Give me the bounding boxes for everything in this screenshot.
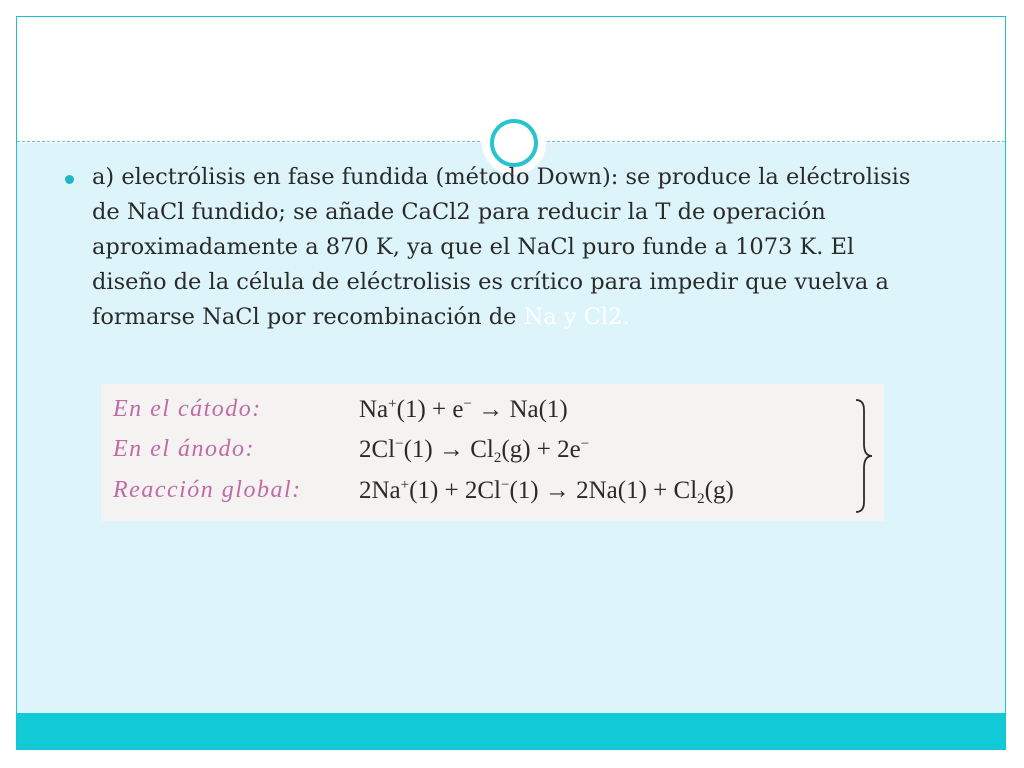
bottom-accent-bar: [17, 713, 1005, 749]
formula-part: (g): [704, 477, 734, 504]
formula-part: 2Cl: [359, 436, 396, 463]
slide-frame: [16, 16, 1006, 750]
bullet-text-main: a) electrólisis en fase fundida (método Down): se produce la eléctrolisis de NaCl fundido; se añade CaCl2 para reducir la T de operación aproximadamente a 870 K, ya que el NaCl puro funde a 1073 K. El diseño de la célula de eléctrolisis es crítico para impedir que vuelva a formarse NaCl por recombinación de: [92, 164, 911, 330]
bullet-dot-icon: [65, 175, 74, 184]
formula-part: (g) + 2e: [501, 436, 581, 463]
formula-part: (1) + e: [396, 396, 464, 423]
formula-superscript: +: [400, 477, 410, 493]
formula-part: (1) + 2Cl: [409, 477, 501, 504]
equation-row-cathode: [101, 396, 884, 430]
formula-superscript: +: [388, 396, 397, 412]
bullet-item: [62, 160, 932, 335]
formula-superscript: −: [501, 477, 510, 493]
formula-subscript: 2: [493, 450, 502, 466]
formula-part: (1) → 2Na(1) + Cl: [509, 477, 698, 504]
formula-part: → Na(1): [471, 396, 568, 423]
bullet-text-faded: Na y Cl2.: [523, 304, 630, 330]
formula-part: Na: [359, 396, 389, 423]
equations-image: [101, 384, 884, 521]
right-brace-icon: [853, 398, 875, 514]
formula-part: (1) → Cl: [403, 436, 494, 463]
bullet-text: [92, 160, 932, 335]
equation-row-global: [101, 477, 884, 511]
equation-label: En el cátodo:: [113, 396, 262, 422]
equation-formula: [359, 396, 568, 424]
equation-label: Reacción global:: [113, 477, 302, 503]
formula-superscript: −: [395, 436, 404, 452]
equation-row-anode: [101, 436, 884, 470]
formula-superscript: −: [463, 396, 472, 412]
formula-superscript: −: [580, 436, 590, 452]
equation-formula: [359, 477, 734, 508]
formula-part: 2Na: [359, 477, 401, 504]
equation-formula: [359, 436, 589, 467]
equation-label: En el ánodo:: [113, 436, 255, 462]
formula-subscript: 2: [697, 491, 705, 507]
